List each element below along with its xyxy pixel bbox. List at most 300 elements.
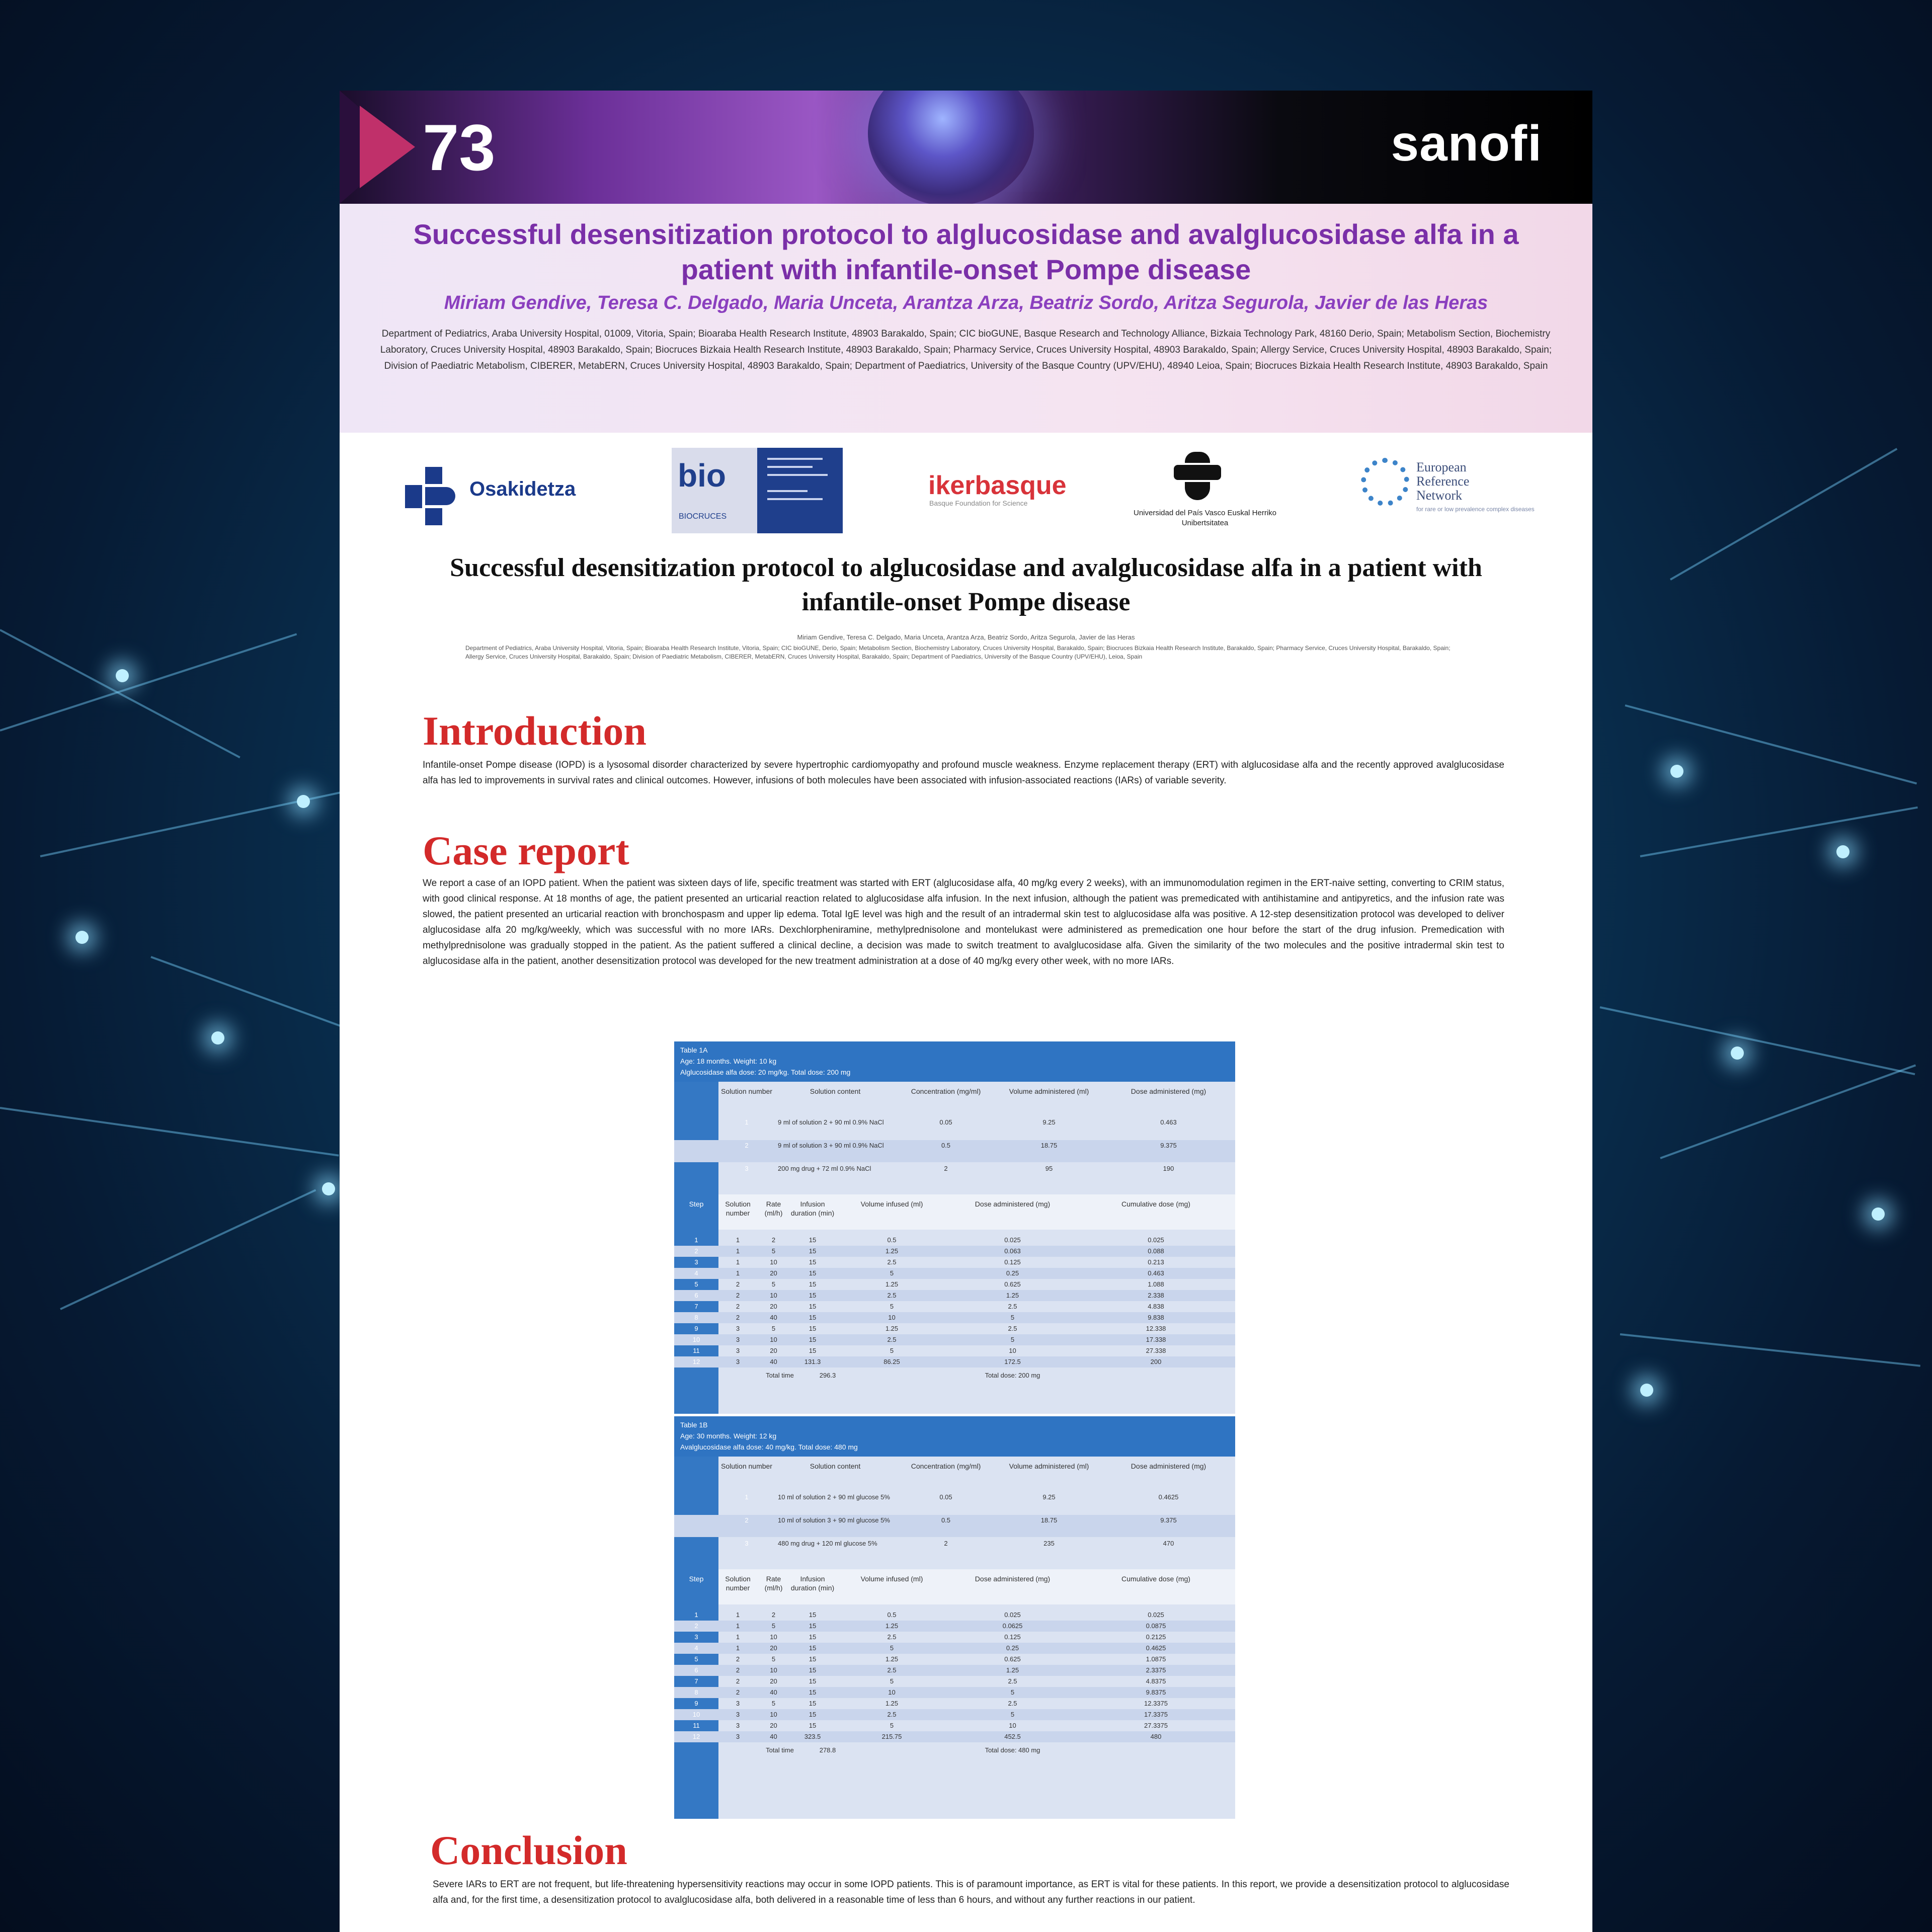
case-report-text: We report a case of an IOPD patient. When the patient was sixteen days of life, specific treatment was started with ERT (alglucosidase alfa, 40 mg/kg every 2 weeks), with an immunomodulation regimen in the ERT-naive setting, converting to CRIM status, with good clinical response. At 18 months of age, the patient presented an urticarial reaction related to alglucosidase alfa infusion. In the next infusion, although the patient was premedicated with antihistamine and antipyretics, and the infusion rate was slowed, the patient presented an urticarial reaction with bronchospasm and upper lip edema. Total IgE level was high and the result of an intradermal skin test to alglucosidase alfa was positive. A 12-step desensitization protocol was developed to deliver alglucosidase alfa 20 mg/kg/weekly, which was successful with no more IARs. Dexchlorpheniramine, methylprednisolone and montelukast were administered as premedication one hour before the start of the drug infusion. Premedication with methylprednisolone was gradually stopped in the patient. As the patient suffered a clinical decline, a decision was made to switch treatment to avalglucosidase alfa. Given the similarity of the two molecules and the positive intradermal skin test to alglucosidase alfa in the patient, another desensitization protocol was developed for the new treatment administration at a dose of 40 mg/kg every other week, with no more IARs. — [423, 878, 1504, 967]
table-row — [674, 1609, 1235, 1621]
table-header-cell: Cumulative dose (mg) — [1121, 1200, 1190, 1208]
table-cell: 3 — [736, 1700, 740, 1707]
table-cell: 2.5 — [887, 1666, 897, 1674]
table-cell: 10 — [770, 1711, 777, 1718]
table-row — [674, 1632, 1235, 1643]
table-cell: 15 — [809, 1677, 817, 1685]
table-cell: 40 — [770, 1733, 777, 1740]
sanofi-logo: sanofi — [1391, 115, 1542, 172]
step-number: 9 — [694, 1325, 698, 1332]
upv-ehu-logo-icon — [1170, 452, 1225, 502]
table-cell: 20 — [770, 1644, 777, 1652]
table-cell: 3 — [736, 1358, 740, 1365]
step-number: 6 — [694, 1666, 698, 1674]
table-cell: 2.3375 — [1146, 1666, 1166, 1674]
table-cell: 2 — [736, 1303, 740, 1310]
table-cell: 0.2125 — [1146, 1633, 1166, 1641]
table-cell: 470 — [1163, 1540, 1174, 1547]
table-header-cell: Solution number — [721, 1087, 772, 1095]
table-cell: 0.125 — [1004, 1633, 1021, 1641]
network-line — [1660, 1064, 1916, 1159]
solution-number: 2 — [745, 1142, 749, 1149]
biocruces-logo — [672, 448, 843, 533]
table-cell: 2 — [736, 1688, 740, 1696]
table-cell: 15 — [809, 1711, 817, 1718]
table-cell: 2 — [736, 1292, 740, 1299]
table-1b — [674, 1416, 1235, 1819]
table-cell: 15 — [809, 1303, 817, 1310]
total-time-value: 278.8 — [819, 1746, 836, 1754]
table-header-cell: Step — [689, 1200, 704, 1208]
caption-line: Alglucosidase alfa dose: 20 mg/kg. Total dose: 200 mg — [680, 1068, 851, 1076]
table-header-cell: Volume infused (ml) — [860, 1200, 923, 1208]
step-number: 6 — [694, 1292, 698, 1299]
table-cell: 10 — [888, 1688, 896, 1696]
conclusion-text: Severe IARs to ERT are not frequent, but life-threatening hypersensitivity reactions may occur in some IOPD patients. This is of paramount importance, as ERT is vital for these patients. In this report, we provide a desensitization protocol to alglucosidase alfa and, for the first time, a desensitization protocol to avalglucosidase alfa, both delivered in a reasonable time of less than 6 hours, and without any further reactions in our patient. — [433, 1879, 1509, 1905]
table-row — [674, 1345, 1235, 1356]
step-number: 11 — [693, 1347, 700, 1354]
table-cell: 131.3 — [804, 1358, 821, 1365]
table-cell: 9.375 — [1160, 1516, 1177, 1524]
total-dose-label: Total dose: 200 mg — [985, 1372, 1040, 1379]
table-header-cell: Volume infused (ml) — [860, 1575, 923, 1583]
table-cell: 0.025 — [1148, 1611, 1164, 1619]
table-cell: 20 — [770, 1722, 777, 1729]
network-line — [0, 629, 240, 758]
network-line — [1625, 704, 1917, 784]
table-cell: 10 — [770, 1666, 777, 1674]
table-header-cell: Dose administered (mg) — [975, 1575, 1051, 1583]
poster — [340, 91, 1592, 1932]
table-cell: 3 — [736, 1325, 740, 1332]
network-line — [40, 782, 385, 857]
table-row — [674, 1235, 1235, 1246]
network-line — [1620, 1333, 1920, 1367]
table-row — [674, 1301, 1235, 1312]
table-cell: 40 — [770, 1688, 777, 1696]
table-cell: 1.25 — [1006, 1292, 1019, 1299]
table-cell: 0.4625 — [1158, 1493, 1179, 1501]
table-cell: 5 — [771, 1280, 776, 1288]
table-cell: 1 — [736, 1258, 740, 1266]
table-header-cell: Infusion duration (min) — [790, 1575, 835, 1592]
table-cell: 15 — [809, 1633, 817, 1641]
step-number: 1 — [694, 1236, 698, 1244]
table-row — [674, 1290, 1235, 1301]
caption-line: Table 1A — [680, 1046, 708, 1054]
step-number: 3 — [694, 1258, 698, 1266]
table-cell: 10 — [1009, 1347, 1016, 1354]
network-node — [1872, 1208, 1885, 1221]
step-number: 1 — [694, 1611, 698, 1619]
step-number: 7 — [694, 1303, 698, 1310]
table-cell: 200 mg drug + 72 ml 0.9% NaCl — [778, 1165, 871, 1172]
network-node — [1731, 1046, 1744, 1060]
table-cell: 18.75 — [1040, 1516, 1058, 1524]
table-header-cell: Solution content — [810, 1087, 861, 1095]
table-cell: 1.088 — [1148, 1280, 1164, 1288]
table-cell: 1.25 — [1006, 1666, 1019, 1674]
table-cell: 2.5 — [1008, 1700, 1017, 1707]
table-cell: 1 — [736, 1611, 740, 1619]
ikerbasque-logo-subtext: Basque Foundation for Science — [929, 499, 1028, 507]
table-cell: 2.5 — [887, 1633, 897, 1641]
table-cell: 12.338 — [1146, 1325, 1166, 1332]
table-cell: 12.3375 — [1144, 1700, 1168, 1707]
table-cell: 215.75 — [881, 1733, 902, 1740]
table-cell: 2 — [944, 1165, 948, 1172]
table-cell: 27.338 — [1146, 1347, 1166, 1354]
table-cell: 15 — [809, 1292, 817, 1299]
table-cell: 1.25 — [885, 1700, 899, 1707]
ern-logo-text: European Reference Network — [1416, 460, 1470, 503]
introduction-text: Infantile-onset Pompe disease (IOPD) is a lysosomal disorder characterized by severe hypertrophic cardiomyopathy and profound muscle weakness. Enzyme replacement therapy (ERT) with alglucosidase alfa and the recently approved avalglucosidase alfa has led to improvements in survival rates and clinical outcomes. However, infusions of both molecules have been associated with infusion-associated reactions (IARs) of variable severity. — [423, 760, 1504, 786]
table-cell: 1.25 — [885, 1247, 899, 1255]
table-cell: 2.5 — [887, 1258, 897, 1266]
table-header-cell: Volume administered (ml) — [1009, 1462, 1089, 1470]
table-cell: 0.5 — [887, 1236, 897, 1244]
table-header-cell: Dose administered (mg) — [1131, 1087, 1206, 1095]
table-cell: 5 — [771, 1655, 776, 1663]
network-node — [1640, 1384, 1653, 1397]
table-cell: 15 — [809, 1347, 817, 1354]
biocruces-logo-text: bio — [678, 457, 726, 494]
table-cell: 5 — [890, 1269, 894, 1277]
table-cell: 2 — [944, 1540, 948, 1547]
table-cell: 9.375 — [1160, 1142, 1177, 1149]
table-cell: 4.838 — [1148, 1303, 1164, 1310]
table-cell: 3 — [736, 1347, 740, 1354]
table-cell: 2 — [736, 1314, 740, 1321]
table-cell: 1.25 — [885, 1622, 899, 1630]
step-number: 2 — [694, 1247, 698, 1255]
poster-header — [340, 204, 1592, 433]
table-cell: 1.25 — [885, 1655, 899, 1663]
table-cell: 10 — [888, 1314, 896, 1321]
network-node — [297, 795, 310, 808]
table-cell: 15 — [809, 1688, 817, 1696]
table-cell: 2.5 — [887, 1336, 897, 1343]
table-cell: 5 — [890, 1722, 894, 1729]
step-number: 4 — [694, 1269, 698, 1277]
table-cell: 15 — [809, 1611, 817, 1619]
table-cell: 18.75 — [1040, 1142, 1058, 1149]
table-cell: 1 — [736, 1269, 740, 1277]
table-header-cell: Concentration (mg/ml) — [911, 1462, 981, 1470]
table-cell: 480 mg drug + 120 ml glucose 5% — [778, 1540, 877, 1547]
step-number: 12 — [692, 1358, 700, 1365]
step-number: 3 — [694, 1633, 698, 1641]
header-title: Successful desensitization protocol to alglucosidase and avalglucosidase alfa in a patient with infantile-onset Pompe disease — [413, 218, 1519, 285]
table-cell: 0.063 — [1004, 1247, 1021, 1255]
table-cell: 323.5 — [804, 1733, 821, 1740]
table-cell: 5 — [890, 1303, 894, 1310]
table-cell: 0.4625 — [1146, 1644, 1166, 1652]
table-cell: 15 — [809, 1644, 817, 1652]
table-header-cell: Rate (ml/h) — [764, 1200, 783, 1217]
table-cell: 9.8375 — [1146, 1688, 1166, 1696]
table-row — [674, 1163, 1235, 1185]
table-cell: 15 — [809, 1700, 817, 1707]
table-cell: 1 — [736, 1236, 740, 1244]
ern-logo-icon — [1361, 458, 1409, 506]
table-row — [674, 1257, 1235, 1268]
table-header-cell: Solution number — [725, 1200, 751, 1217]
table-cell: 0.125 — [1004, 1258, 1021, 1266]
table-row — [674, 1643, 1235, 1654]
table-cell: 20 — [770, 1269, 777, 1277]
table-header-cell: Solution number — [725, 1575, 751, 1592]
upv-ehu-logo-text: Universidad del País Vasco Euskal Herriko Unibertsitatea — [1133, 509, 1276, 527]
table-row — [674, 1676, 1235, 1687]
table-cell: 15 — [809, 1655, 817, 1663]
network-line — [1670, 448, 1897, 580]
header-authors: Miriam Gendive, Teresa C. Delgado, Maria Unceta, Arantza Arza, Beatriz Sordo, Aritza Segurola, Javier de las Heras — [444, 292, 1488, 313]
table-cell: 3 — [736, 1336, 740, 1343]
table-header-cell: Step — [689, 1575, 704, 1583]
table-cell: 0.025 — [1148, 1236, 1164, 1244]
solution-number: 1 — [745, 1493, 749, 1501]
total-dose-label: Total dose: 480 mg — [985, 1746, 1040, 1754]
table-cell: 9.25 — [1042, 1118, 1056, 1126]
table-cell: 5 — [1010, 1688, 1015, 1696]
table-cell: 200 — [1150, 1358, 1162, 1365]
network-node — [75, 931, 89, 944]
table-row — [674, 1687, 1235, 1698]
table-cell: 0.5 — [941, 1142, 951, 1149]
table-cell: 0.025 — [1004, 1611, 1021, 1619]
step-number: 8 — [694, 1314, 698, 1321]
table-cell: 5 — [771, 1247, 776, 1255]
table-row — [674, 1515, 1235, 1537]
network-line — [1600, 1006, 1915, 1075]
network-node — [116, 669, 129, 682]
table-cell: 10 ml of solution 2 + 90 ml glucose 5% — [778, 1493, 890, 1501]
table-cell: 0.213 — [1148, 1258, 1164, 1266]
table-cell: 2.5 — [1008, 1677, 1017, 1685]
total-time-label: Total time — [766, 1746, 794, 1754]
table-cell: 1.25 — [885, 1280, 899, 1288]
table-cell: 2.5 — [887, 1711, 897, 1718]
table-cell: 10 — [770, 1336, 777, 1343]
chevron-accent-icon — [360, 106, 415, 188]
table-cell: 235 — [1043, 1540, 1055, 1547]
table-cell: 0.463 — [1148, 1269, 1164, 1277]
table-cell: 9.838 — [1148, 1314, 1164, 1321]
table-cell: 2 — [736, 1677, 740, 1685]
table-cell: 5 — [890, 1347, 894, 1354]
table-cell: 0.5 — [941, 1516, 951, 1524]
step-number: 10 — [692, 1711, 700, 1718]
table-cell: 2.5 — [1008, 1325, 1017, 1332]
case-report-heading: Case report — [423, 828, 629, 873]
step-number: 10 — [692, 1336, 700, 1343]
table-cell: 1 — [736, 1633, 740, 1641]
body-authors: Miriam Gendive, Teresa C. Delgado, Maria Unceta, Arantza Arza, Beatriz Sordo, Aritza Segurola, Javier de las Heras — [797, 633, 1135, 641]
network-node — [211, 1031, 224, 1044]
caption-line: Age: 18 months. Weight: 10 kg — [680, 1057, 777, 1065]
table-row — [674, 1246, 1235, 1257]
introduction-heading: Introduction — [423, 708, 647, 754]
table-cell: 5 — [1010, 1336, 1015, 1343]
osakidetza-logo-text: Osakidetza — [469, 478, 576, 500]
table-cell: 15 — [809, 1280, 817, 1288]
table-cell: 86.25 — [883, 1358, 900, 1365]
step-number: 8 — [694, 1688, 698, 1696]
table-cell: 1 — [736, 1622, 740, 1630]
table-cell: 0.05 — [939, 1118, 952, 1126]
step-number: 7 — [694, 1677, 698, 1685]
table-cell: 0.625 — [1004, 1280, 1021, 1288]
solution-number: 1 — [745, 1118, 749, 1126]
table-row — [674, 1698, 1235, 1709]
poster-banner — [340, 91, 1592, 204]
ern-logo-subtext: for rare or low prevalence complex diseases — [1416, 506, 1535, 513]
caption-line: Age: 30 months. Weight: 12 kg — [680, 1432, 777, 1440]
table-cell: 10 — [1009, 1722, 1016, 1729]
table-cell: 40 — [770, 1358, 777, 1365]
table-header-cell: Rate (ml/h) — [764, 1575, 783, 1592]
table-header-cell: Infusion duration (min) — [790, 1200, 835, 1217]
table-row — [674, 1312, 1235, 1323]
table-cell: 15 — [809, 1325, 817, 1332]
network-line — [0, 1107, 339, 1157]
table-cell: 17.3375 — [1144, 1711, 1168, 1718]
solution-number: 3 — [745, 1165, 749, 1172]
table-cell: 5 — [771, 1700, 776, 1707]
table-cell: 10 — [770, 1292, 777, 1299]
step-number: 2 — [694, 1622, 698, 1630]
network-line — [0, 633, 297, 732]
table-cell: 15 — [809, 1666, 817, 1674]
table-cell: 40 — [770, 1314, 777, 1321]
table-cell: 15 — [809, 1314, 817, 1321]
solution-number: 2 — [745, 1516, 749, 1524]
conclusion-heading: Conclusion — [430, 1827, 627, 1873]
table-header-cell: Volume administered (ml) — [1009, 1087, 1089, 1095]
table-row — [674, 1323, 1235, 1334]
table-cell: 0.625 — [1004, 1655, 1021, 1663]
table-cell: 0.0875 — [1146, 1622, 1166, 1630]
virus-particle-icon — [868, 91, 1034, 206]
total-time-value: 296.3 — [819, 1372, 836, 1379]
table-cell: 2.5 — [887, 1292, 897, 1299]
table-cell: 4.8375 — [1146, 1677, 1166, 1685]
table-cell: 15 — [809, 1269, 817, 1277]
table-header-cell: Concentration (mg/ml) — [911, 1087, 981, 1095]
table-row — [674, 1117, 1235, 1139]
network-line — [60, 1189, 316, 1310]
table-row — [674, 1334, 1235, 1345]
table-row — [674, 1268, 1235, 1279]
table-cell: 0.0625 — [1002, 1622, 1023, 1630]
table-row — [674, 1279, 1235, 1290]
network-node — [1836, 845, 1849, 858]
table-cell: 2 — [736, 1280, 740, 1288]
table-cell: 27.3375 — [1144, 1722, 1168, 1729]
table-cell: 172.5 — [1004, 1358, 1021, 1365]
table-cell: 95 — [1045, 1165, 1053, 1172]
table-cell: 10 ml of solution 3 + 90 ml glucose 5% — [778, 1516, 890, 1524]
network-node — [1670, 765, 1683, 778]
step-number: 9 — [694, 1700, 698, 1707]
table-cell: 0.25 — [1006, 1269, 1019, 1277]
table-cell: 9 ml of solution 3 + 90 ml 0.9% NaCl — [778, 1142, 884, 1149]
table-header-cell: Solution content — [810, 1462, 861, 1470]
table-cell: 2.5 — [1008, 1303, 1017, 1310]
table-cell: 9 ml of solution 2 + 90 ml 0.9% NaCl — [778, 1118, 884, 1126]
table-row — [674, 1356, 1235, 1367]
table-cell: 0.025 — [1004, 1236, 1021, 1244]
table-cell: 452.5 — [1004, 1733, 1021, 1740]
step-number: 11 — [693, 1722, 700, 1729]
body-title: Successful desensitization protocol to alglucosidase and avalglucosidase alfa in a patient with infantile-onset Pompe disease — [450, 553, 1482, 616]
ikerbasque-logo: ikerbasque — [928, 471, 1067, 500]
table-header-cell: Dose administered (mg) — [975, 1200, 1051, 1208]
table-header-cell: Dose administered (mg) — [1131, 1462, 1206, 1470]
table-row — [674, 1140, 1235, 1162]
table-cell: 0.5 — [887, 1611, 897, 1619]
table-row — [674, 1538, 1235, 1560]
caption-line: Table 1B — [680, 1421, 708, 1429]
table-cell: 20 — [770, 1677, 777, 1685]
table-cell: 3 — [736, 1711, 740, 1718]
network-line — [1640, 807, 1918, 857]
poster-number: 73 — [423, 111, 496, 184]
caption-line: Avalglucosidase alfa dose: 40 mg/kg. Total dose: 480 mg — [680, 1443, 858, 1451]
table-cell: 2.338 — [1148, 1292, 1164, 1299]
table-cell: 5 — [890, 1677, 894, 1685]
table-1a — [674, 1041, 1235, 1414]
step-number: 4 — [694, 1644, 698, 1652]
table-row — [674, 1720, 1235, 1731]
table-cell: 5 — [771, 1325, 776, 1332]
biocruces-logo-subtext: BIOCRUCES — [679, 512, 727, 521]
table-cell: 480 — [1150, 1733, 1162, 1740]
table-cell: 1 — [736, 1644, 740, 1652]
table-cell: 20 — [770, 1347, 777, 1354]
table-cell: 15 — [809, 1336, 817, 1343]
table-cell: 1 — [736, 1247, 740, 1255]
table-cell: 0.463 — [1160, 1118, 1177, 1126]
table-cell: 5 — [890, 1644, 894, 1652]
body-affiliations: Department of Pediatrics, Araba University Hospital, Vitoria, Spain; Bioaraba Health Research Institute, Vitoria, Spain; CIC bioGUNE, Derio, Spain; Metabolism Section, Biochemistry Laboratory, Cruces University Hospital, Barakaldo, Spain; Biocruces Bizkaia Health Research Institute, Barakaldo, Spain; Pharmacy Service, Cruces University Hospital, Barakaldo, Spain; Allergy Service, Cruces University Hospital, Barakaldo, Spain; Division of Paediatric Metabolism, CIBERER, MetabERN, Cruces University Hospital, Barakaldo, Spain; Department of Paediatrics, University of the Basque Country (UPV/EHU), Leioa, Spain — [465, 645, 1451, 660]
table-cell: 15 — [809, 1258, 817, 1266]
table-cell: 15 — [809, 1722, 817, 1729]
table-cell: 5 — [1010, 1711, 1015, 1718]
table-cell: 17.338 — [1146, 1336, 1166, 1343]
table-row — [674, 1731, 1235, 1742]
table-row — [674, 1654, 1235, 1665]
step-number: 5 — [694, 1280, 698, 1288]
table-cell: 15 — [809, 1236, 817, 1244]
table-cell: 1.25 — [885, 1325, 899, 1332]
network-node — [322, 1182, 335, 1195]
table-cell: 0.25 — [1006, 1644, 1019, 1652]
table-header-cell: Cumulative dose (mg) — [1121, 1575, 1190, 1583]
step-number: 5 — [694, 1655, 698, 1663]
table-header-cell: Solution number — [721, 1462, 772, 1470]
table-cell: 190 — [1163, 1165, 1174, 1172]
table-cell: 15 — [809, 1622, 817, 1630]
table-cell: 20 — [770, 1303, 777, 1310]
osakidetza-logo-icon — [405, 467, 460, 527]
table-row — [674, 1492, 1235, 1514]
solution-number: 3 — [745, 1540, 749, 1547]
header-affiliations: Department of Pediatrics, Araba University Hospital, 01009, Vitoria, Spain; Bioaraba Health Research Institute, 48903 Barakaldo, Spain; CIC bioGUNE, Basque Research and Technology Alliance, Bizkaia Technology Park, 48160 Derio, Spain; Metabolism Section, Biochemistry Laboratory, Cruces University Hospital, 48903 Barakaldo, Spain; Biocruces Bizkaia Health Research Institute, 48903 Barakaldo, Spain; Pharmacy Service, Cruces University Hospital, 48903 Barakaldo, Spain; Allergy Service, Cruces University Hospital, 48903 Barakaldo, Spain; Division of Paediatric Metabolism, CIBERER, MetabERN, Cruces University Hospital, 48903 Barakaldo, Spain; Department of Paediatrics, University of the Basque Country (UPV/EHU), 48940 Leioa, Spain; Biocruces Bizkaia Health Research Institute, 48903 Barakaldo, Spain — [380, 329, 1552, 371]
table-cell: 1.0875 — [1146, 1655, 1166, 1663]
table-cell: 10 — [770, 1633, 777, 1641]
